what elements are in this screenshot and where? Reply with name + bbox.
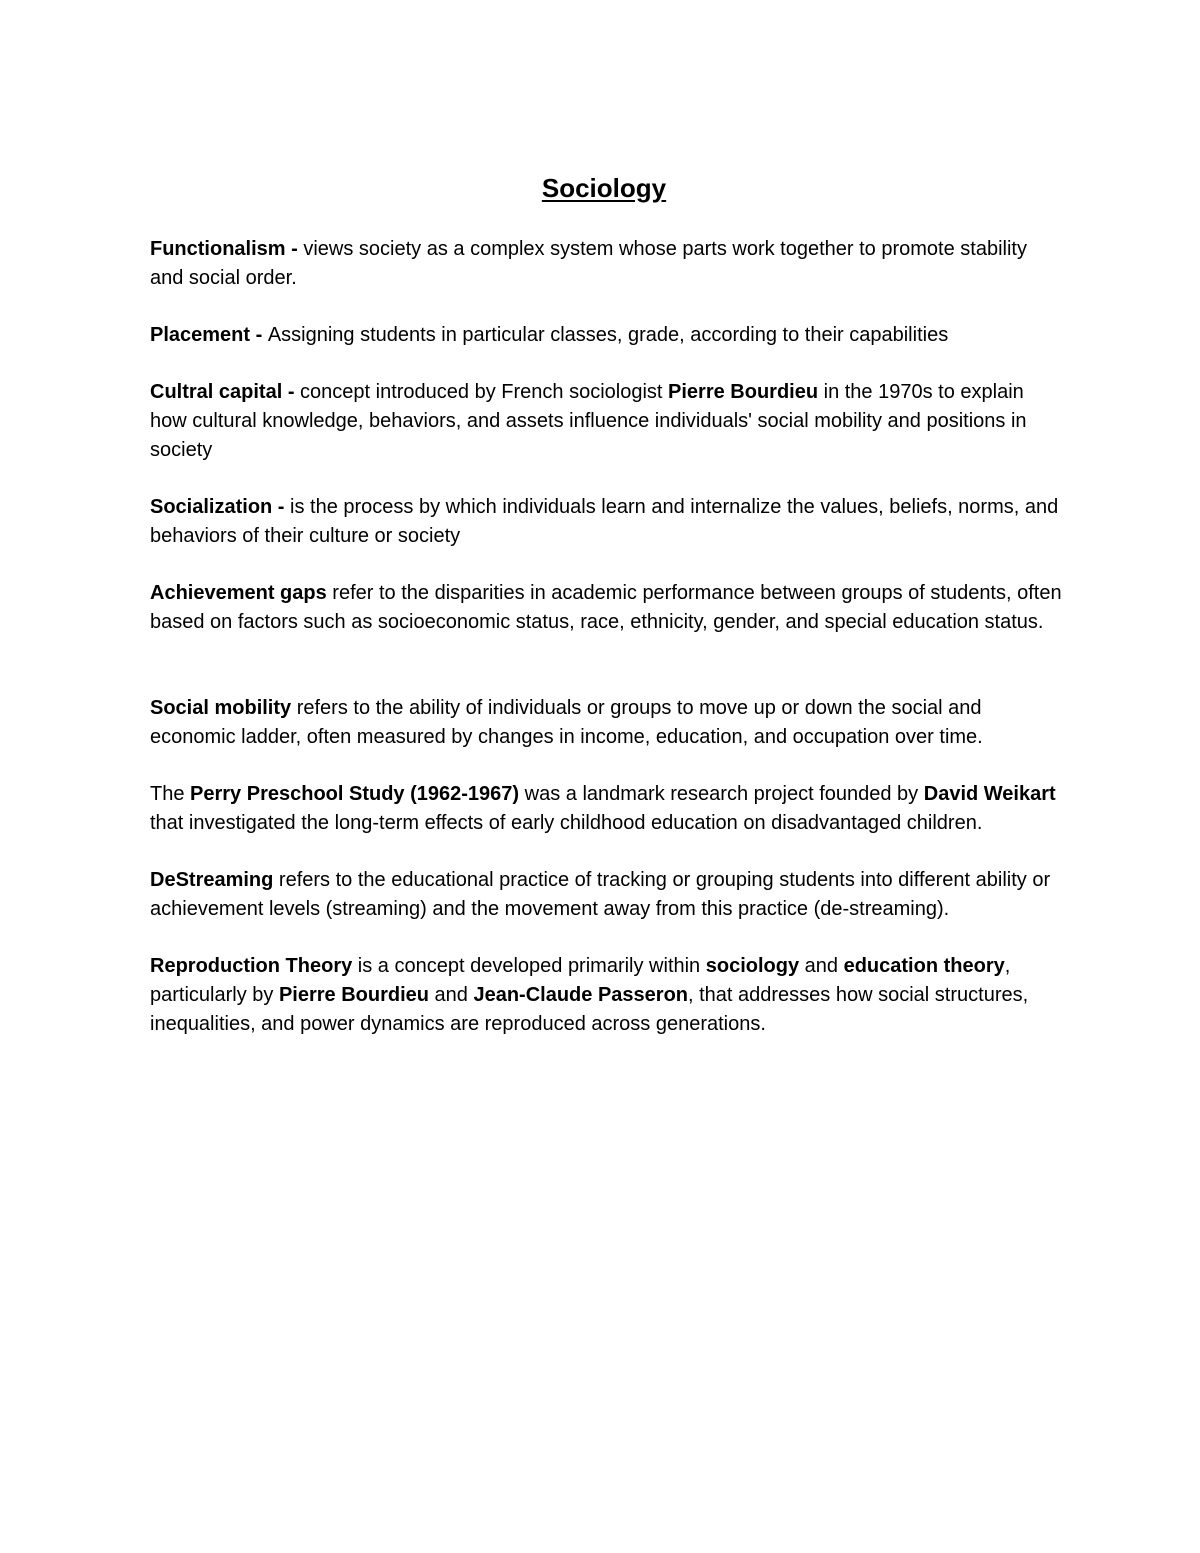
paragraph-perry-preschool — [150, 780, 1065, 838]
paragraph-functionalism — [150, 235, 1065, 293]
definition-text: , particularly by — [150, 955, 1011, 1006]
paragraph-reproduction-theory — [150, 952, 1065, 1039]
definition-text: refers to the ability of individuals or groups to move up or down the social and economic ladder, often measured by changes in income, education, and occupation over time. — [150, 697, 983, 748]
definition-text: is the process by which individuals learn and internalize the values, beliefs, norms, and behaviors of their culture or society — [150, 496, 1059, 547]
definition-text: that investigated the long-term effects of early childhood education on disadvantaged children. — [150, 812, 983, 834]
paragraph-cultural-capital — [150, 378, 1065, 465]
definition-text: The — [150, 783, 191, 805]
definition-text: in the 1970s to explain how cultural knowledge, behaviors, and assets influence individuals' social mobility and positions in society — [150, 381, 1027, 461]
definition-text: is a concept developed primarily within — [352, 955, 706, 977]
definition-text: views society as a complex system whose parts work together to promote stability and social order. — [150, 238, 1027, 289]
paragraph-achievement-gaps — [150, 579, 1065, 637]
term-functionalism: Functionalism - — [150, 238, 304, 260]
paragraph-socialization — [150, 493, 1065, 551]
definition-text: , that addresses how social structures, inequalities, and power dynamics are reproduced across generations. — [150, 984, 1029, 1035]
term-destreaming: DeStreaming — [150, 869, 274, 891]
name-david-weikart: David Weikart — [923, 783, 1056, 805]
definition-text: Assigning students in particular classes, grade, according to their capabilities — [267, 324, 949, 346]
term-social-mobility: Social mobility — [150, 697, 292, 719]
page-title: Sociology — [541, 173, 667, 203]
name-jean-claude-passeron: Jean-Claude Passeron — [473, 984, 688, 1006]
paragraph-social-mobility — [150, 694, 1065, 752]
name-pierre-bourdieu: Pierre Bourdieu — [668, 381, 819, 403]
definition-text: and — [428, 984, 474, 1006]
term-sociology: sociology — [705, 955, 800, 977]
name-pierre-bourdieu: Pierre Bourdieu — [278, 984, 429, 1006]
term-reproduction-theory: Reproduction Theory — [150, 955, 353, 977]
paragraph-destreaming — [150, 866, 1065, 924]
paragraph-placement — [150, 321, 1065, 350]
definition-text: concept introduced by French sociologist — [300, 381, 669, 403]
term-achievement-gaps: Achievement gaps — [150, 582, 327, 604]
document-body — [150, 235, 1065, 1039]
definition-text: and — [799, 955, 844, 977]
term-education-theory: education theory — [843, 955, 1005, 977]
term-socialization: Socialization - — [150, 496, 291, 518]
term-cultural-capital: Cultral capital - — [150, 381, 301, 403]
term-perry-preschool-study: Perry Preschool Study (1962-1967) — [190, 783, 520, 805]
definition-text: was a landmark research project founded by — [519, 783, 924, 805]
term-placement: Placement - — [150, 324, 268, 346]
definition-text: refer to the disparities in academic performance between groups of students, often based on factors such as socioeconomic status, race, ethnicity, gender, and special education status. — [150, 582, 1062, 633]
definition-text: refers to the educational practice of tracking or grouping students into different ability or achievement levels (streaming) and the movement away from this practice (de-streaming). — [150, 869, 1051, 920]
